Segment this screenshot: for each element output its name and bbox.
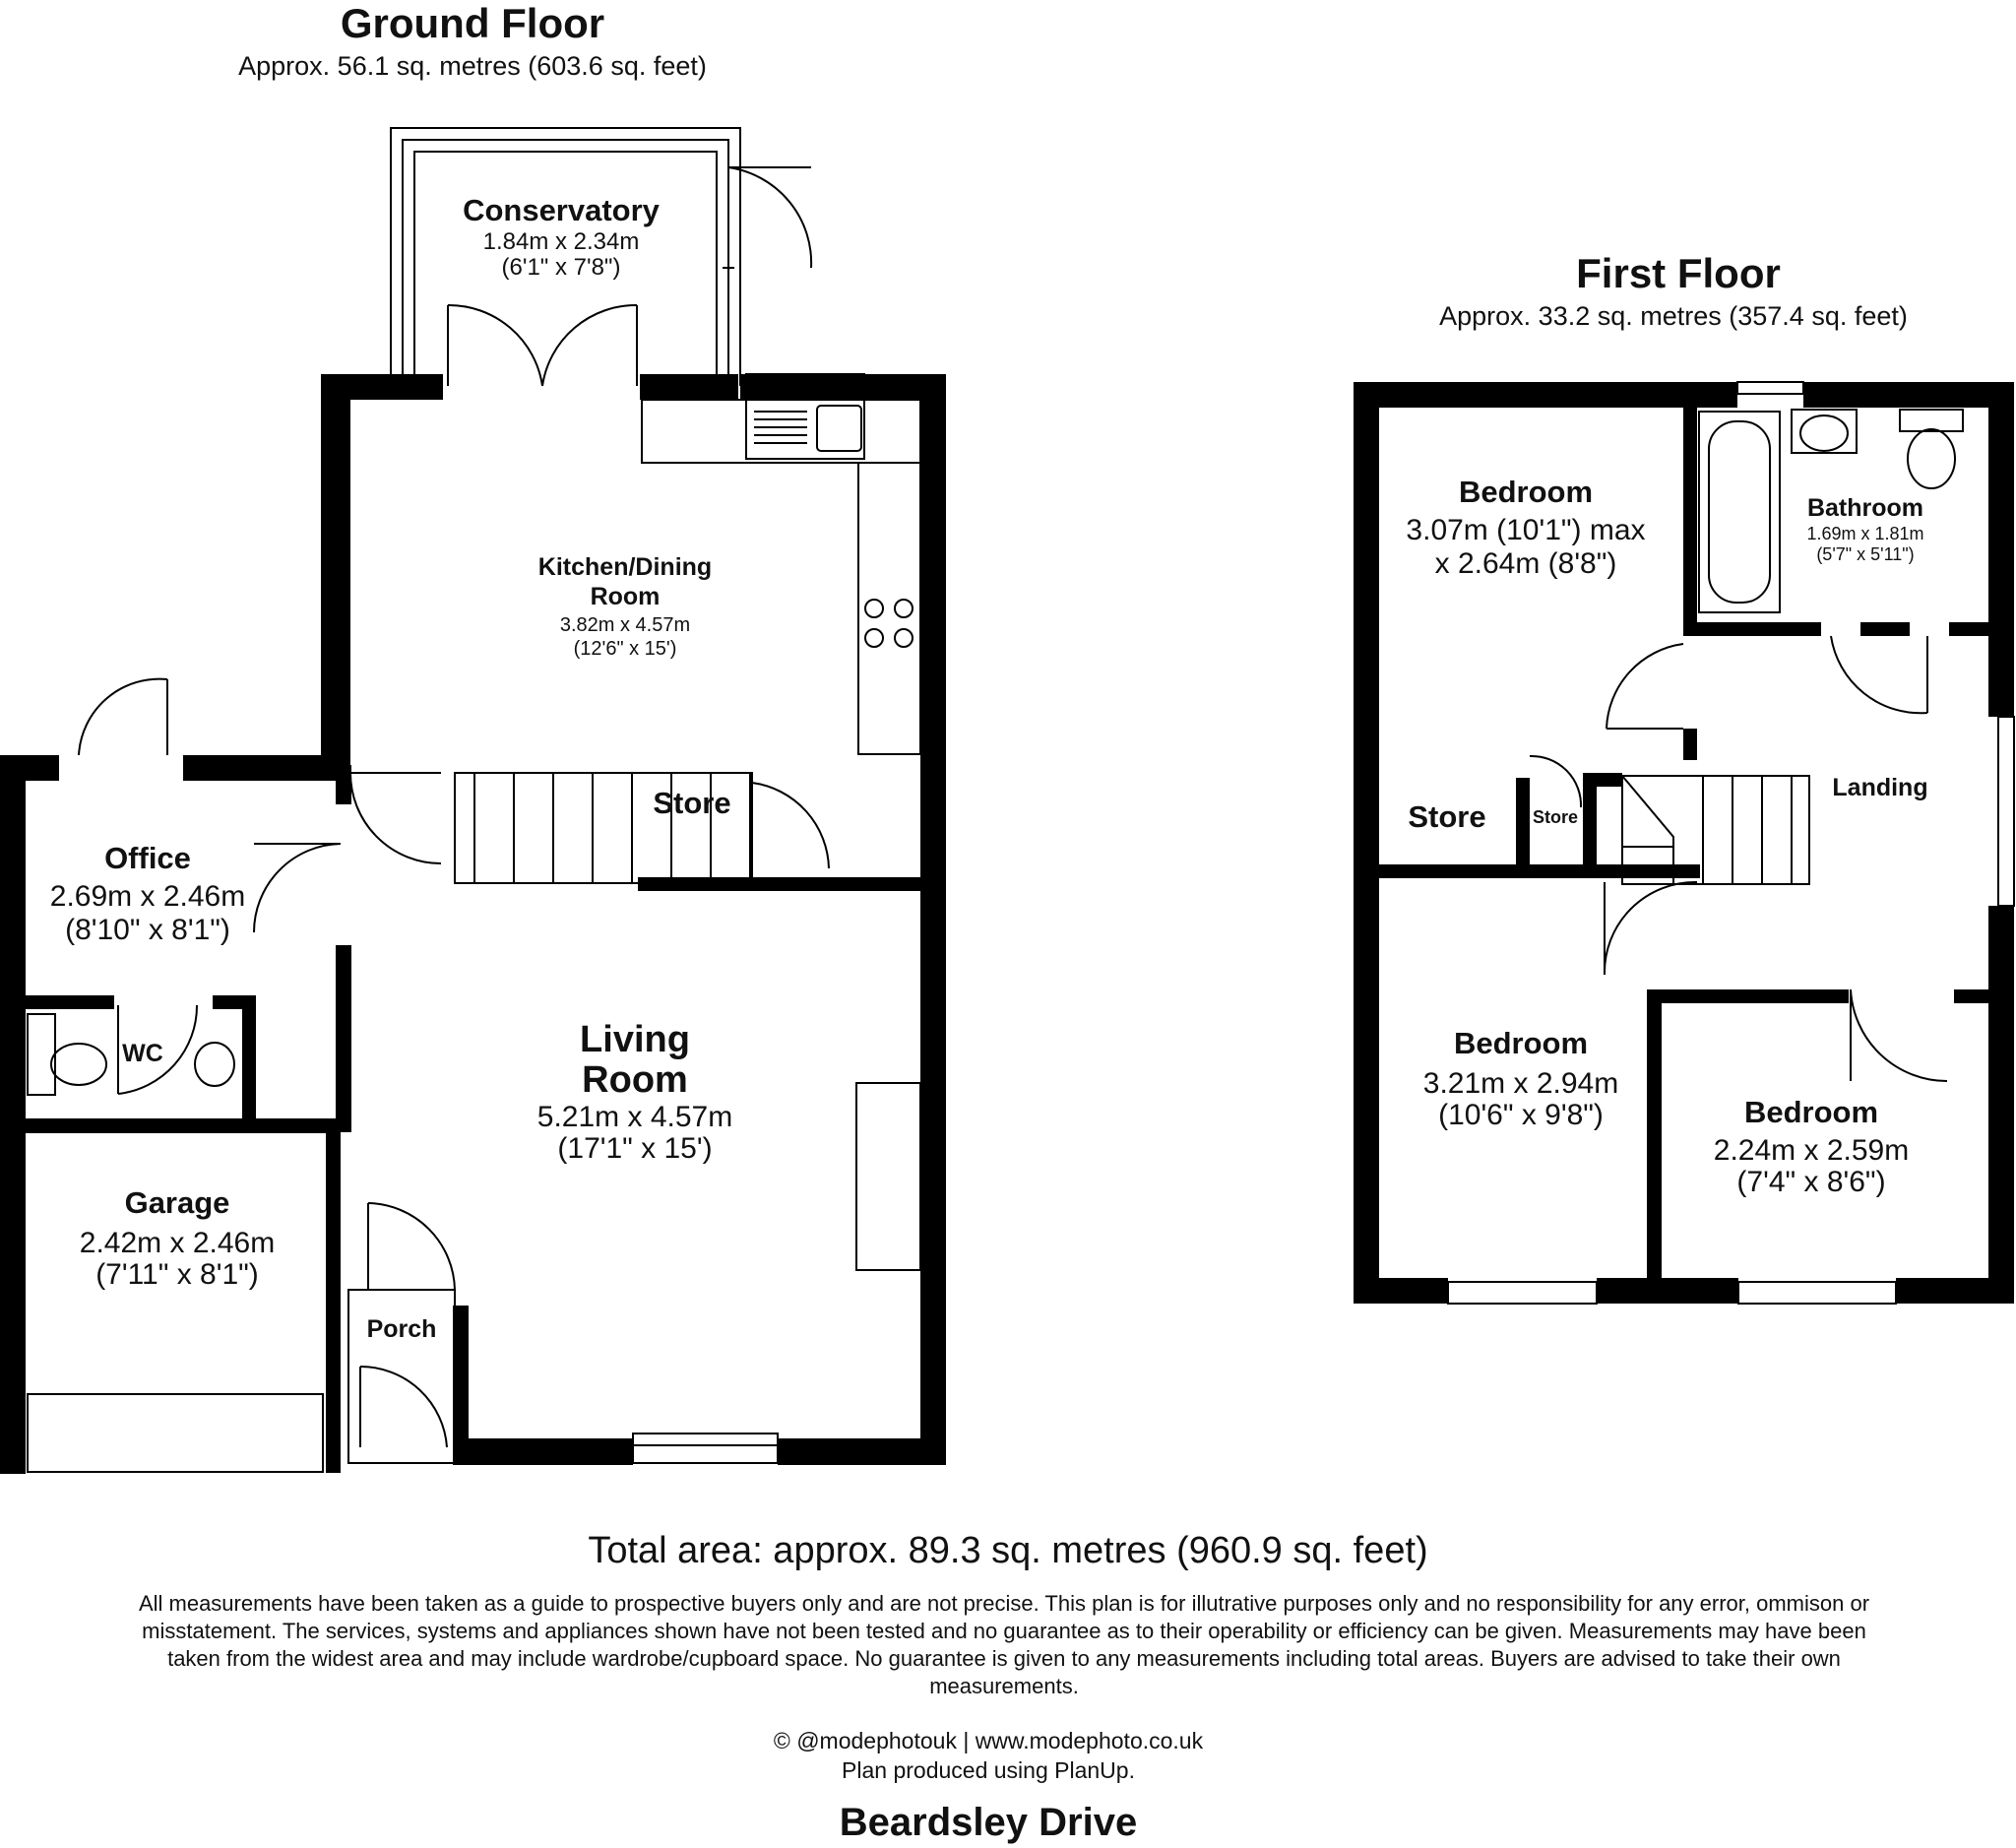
address-title: Beardsley Drive — [839, 1801, 1138, 1844]
conservatory-side-door — [723, 167, 811, 268]
bedroom2-label: Bedroom — [1453, 1026, 1589, 1060]
kitchen-metric: 3.82m x 4.57m — [559, 614, 691, 636]
first-floor-title: First Floor — [1576, 250, 1781, 296]
living-imperial: (17'1" x 15') — [557, 1132, 713, 1165]
ground-windows — [633, 1434, 778, 1463]
kitchen-label-line2: Room — [590, 583, 661, 610]
ground-floor-area: Approx. 56.1 sq. metres (603.6 sq. feet) — [238, 51, 707, 81]
bedroom1-metric: 3.07m (10'1") max — [1406, 514, 1646, 546]
bedroom2-metric: 3.21m x 2.94m — [1422, 1067, 1619, 1100]
bathroom-metric: 1.69m x 1.81m — [1806, 524, 1924, 543]
ground-floor-title: Ground Floor — [340, 0, 605, 46]
credit-line-2: Plan produced using PlanUp. — [842, 1757, 1135, 1783]
fireplace — [856, 1083, 920, 1270]
store-small-label: Store — [1532, 807, 1578, 827]
kitchen-imperial: (12'6" x 15') — [573, 638, 677, 660]
first-floor-area: Approx. 33.2 sq. metres (357.4 sq. feet) — [1439, 301, 1908, 331]
bathroom-imperial: (5'7" x 5'11") — [1816, 544, 1915, 564]
landing-label: Landing — [1832, 774, 1928, 801]
living-label-line1: Living — [580, 1019, 690, 1060]
total-area: Total area: approx. 89.3 sq. metres (960.9 sq. feet) — [588, 1530, 1428, 1571]
office-imperial: (8'10" x 8'1") — [65, 914, 230, 946]
living-metric: 5.21m x 4.57m — [536, 1101, 733, 1133]
kitchen-label-line1: Kitchen/Dining — [537, 553, 713, 581]
bathroom-label: Bathroom — [1806, 494, 1924, 522]
conservatory-metric: 1.84m x 2.34m — [482, 228, 640, 255]
garage-metric: 2.42m x 2.46m — [79, 1227, 276, 1259]
bedroom3-metric: 2.24m x 2.59m — [1713, 1134, 1910, 1167]
wc-label: WC — [122, 1040, 163, 1067]
bedroom3-imperial: (7'4" x 8'6") — [1736, 1166, 1886, 1198]
bedroom3-label: Bedroom — [1743, 1095, 1879, 1129]
garage-door — [28, 1394, 323, 1472]
living-label-line2: Room — [582, 1059, 688, 1101]
store-label: Store — [653, 786, 731, 820]
conservatory-imperial: (6'1" x 7'8") — [501, 254, 621, 281]
garage-imperial: (7'11" x 8'1") — [95, 1258, 259, 1291]
office-metric: 2.69m x 2.46m — [49, 880, 246, 913]
office-label: Office — [104, 841, 191, 875]
store-big-label: Store — [1408, 799, 1486, 834]
french-doors — [448, 305, 637, 386]
bedroom1-metric2: x 2.64m (8'8") — [1434, 547, 1617, 580]
garage-label: Garage — [124, 1185, 230, 1220]
bedroom1-label: Bedroom — [1458, 475, 1594, 509]
disclaimer-text: All measurements have been taken as a guide to prospective buyers only and are not precise. This plan is for illutrative purposes only and no responsibility for any error, ommison or misstatement. The services, systems and appliances shown have not been tested and no guarantee as to their operability or efficiency can be given. Measurements may have been taken from the widest area and may include wardrobe/cupboard space. No guarantee is given to any measurements including total areas. Buyers are advised to take their own measurements. — [138, 1591, 1870, 1698]
porch-label: Porch — [366, 1315, 437, 1343]
credit-line-1: © @modephotouk | www.modephoto.co.uk — [773, 1728, 1204, 1753]
bedroom2-imperial: (10'6" x 9'8") — [1438, 1099, 1604, 1131]
conservatory-label: Conservatory — [463, 193, 660, 227]
